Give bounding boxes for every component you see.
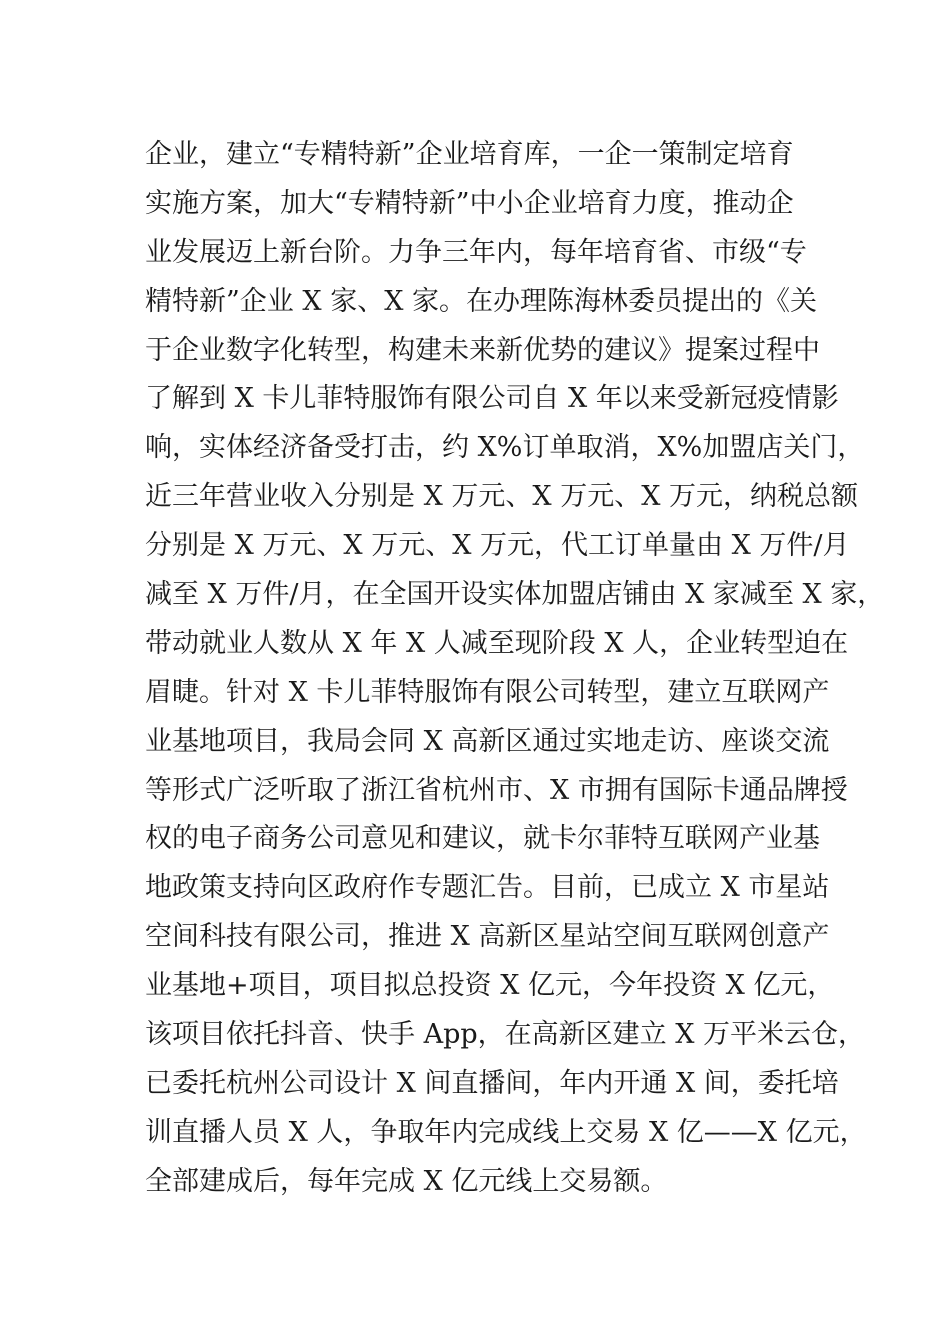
- text-line-12: 眉睫。针对 X 卡儿菲特服饰有限公司转型，建立互联网产: [145, 676, 830, 708]
- text-line-11: 带动就业人数从 X 年 X 人减至现阶段 X 人，企业转型迫在: [145, 627, 849, 659]
- text-line-14: 等形式广泛听取了浙江省杭州市、X 市拥有国际卡通品牌授: [145, 774, 848, 806]
- text-line-20: 已委托杭州公司设计 X 间直播间，年内开通 X 间，委托培: [145, 1067, 839, 1099]
- text-line-8: 近三年营业收入分别是 X 万元、X 万元、X 万元，纳税总额: [145, 481, 858, 513]
- text-line-18: 业基地+项目，项目拟总投资 X 亿元，今年投资 X 亿元，: [145, 970, 835, 1002]
- text-line-7: 响，实体经济备受打击，约 X%订单取消，X%加盟店关门，: [145, 432, 865, 464]
- text-line-5: 于企业数字化转型，构建未来新优势的建议》提案过程中: [145, 334, 820, 366]
- text-line-16: 地政策支持向区政府作专题汇告。目前，已成立 X 市星站: [145, 872, 830, 904]
- text-line-1: 企业，建立“专精特新”企业培育库，一企一策制定培育: [145, 139, 794, 170]
- body-paragraph: [145, 131, 885, 1207]
- text-line-9: 分别是 X 万元、X 万元、X 万元，代工订单量由 X 万件/月: [145, 530, 850, 562]
- text-line-4: 精特新”企业 X 家、X 家。在办理陈海林委员提出的《关: [145, 285, 817, 317]
- text-line-6: 了解到 X 卡儿菲特服饰有限公司自 X 年以来受新冠疫情影: [145, 383, 839, 415]
- text-line-15: 权的电子商务公司意见和建议，就卡尔菲特互联网产业基: [145, 823, 820, 855]
- text-line-13: 业基地项目，我局会同 X 高新区通过实地走访、座谈交流: [145, 725, 830, 757]
- text-line-21: 训直播人员 X 人，争取年内完成线上交易 X 亿——X 亿元，: [145, 1116, 867, 1148]
- text-line-10: 减至 X 万件/月，在全国开设实体加盟店铺由 X 家减至 X 家，: [145, 579, 885, 611]
- text-line-19: 该项目依托抖音、快手 App，在高新区建立 X 万平米云仓，: [145, 1019, 866, 1051]
- text-line-22: 全部建成后，每年完成 X 亿元线上交易额。: [145, 1165, 668, 1197]
- text-line-3: 业发展迈上新台阶。力争三年内，每年培育省、市级“专: [145, 236, 807, 268]
- text-line-2: 实施方案，加大“专精特新”中小企业培育力度，推动企: [145, 187, 794, 219]
- text-line-17: 空间科技有限公司，推进 X 高新区星站空间互联网创意产: [145, 921, 830, 953]
